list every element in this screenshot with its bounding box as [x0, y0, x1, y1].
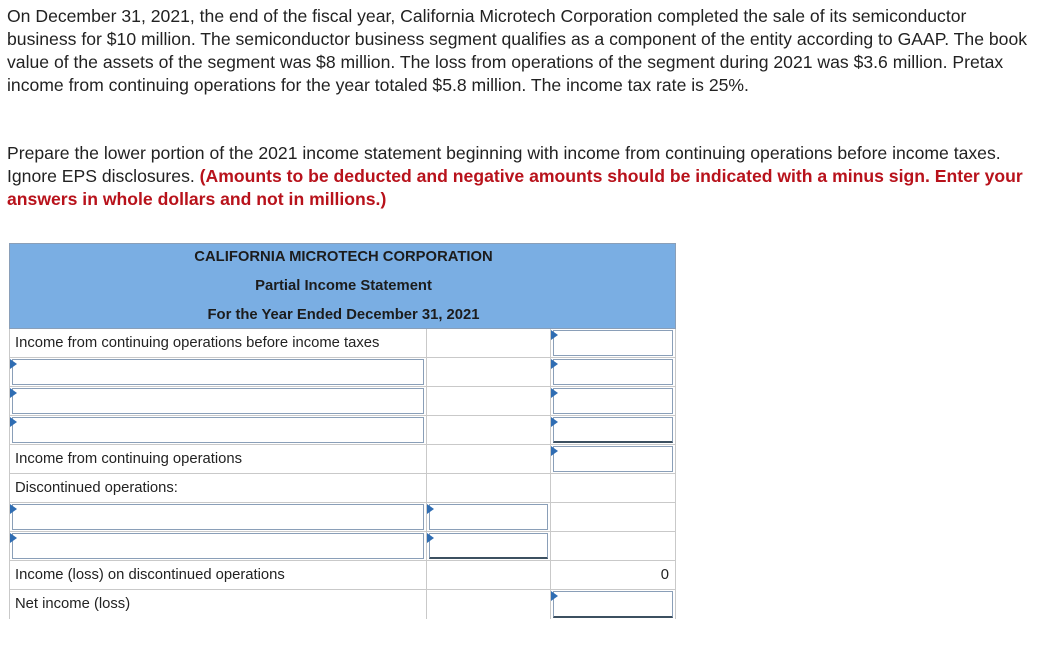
label-cell [9, 561, 427, 590]
statement-title: Partial Income Statement [255, 278, 432, 294]
table-row [9, 532, 676, 561]
amount-input[interactable] [553, 388, 673, 414]
account-select[interactable] [12, 504, 424, 530]
dropdown-marker-icon [10, 504, 17, 514]
table-row [9, 445, 676, 474]
dropdown-marker-icon [551, 359, 558, 369]
empty-cell [551, 474, 676, 503]
empty-cell [427, 590, 551, 619]
empty-cell [427, 561, 551, 590]
amount-cell [551, 329, 676, 358]
table-row [9, 474, 676, 503]
problem-paragraph-1: On December 31, 2021, the end of the fiscal year, California Microtech Corporation completed the sale of its semiconductor business for $10 million. The semiconductor business segment qualifies as a component of the entity according to GAAP. The book value of the assets of the segment was $8 million. The loss from operations of the segment during 2021 was $3.6 million. Pretax income from continuing operations for the year totaled $5.8 million. The income tax rate is 25%. [7, 6, 1028, 95]
amount-input[interactable] [553, 330, 673, 356]
row-label: Discontinued operations: [15, 480, 178, 496]
dropdown-marker-icon [551, 330, 558, 340]
statement-header [9, 243, 676, 329]
account-select[interactable] [12, 359, 424, 385]
amount-cell [551, 416, 676, 445]
amount-input[interactable] [553, 417, 673, 443]
amount-input[interactable] [553, 359, 673, 385]
amount-cell [551, 561, 676, 590]
row-label: Income (loss) on discontinued operations [15, 567, 285, 583]
label-cell [9, 474, 427, 503]
empty-cell [551, 503, 676, 532]
dropdown-marker-icon [427, 504, 434, 514]
instructions-emphasis: (Amounts to be deducted and negative amounts should be indicated with a minus sign. Enter your answers in whole dollars and not in millions.) [7, 166, 1023, 209]
dropdown-marker-icon [10, 359, 17, 369]
amount-cell [427, 532, 551, 561]
table-row [9, 590, 676, 619]
table-row [9, 503, 676, 532]
amount-input[interactable] [429, 533, 548, 559]
amount-input[interactable] [553, 591, 673, 618]
dropdown-marker-icon [10, 417, 17, 427]
problem-paragraph-2 [7, 142, 1032, 211]
account-select[interactable] [12, 417, 424, 443]
amount-input[interactable] [553, 446, 673, 472]
dropdown-marker-icon [551, 417, 558, 427]
dropdown-marker-icon [551, 388, 558, 398]
amount-cell [551, 445, 676, 474]
empty-cell [427, 329, 551, 358]
label-cell [9, 329, 427, 358]
label-cell [9, 387, 427, 416]
label-cell [9, 590, 427, 619]
empty-cell [427, 474, 551, 503]
account-select[interactable] [12, 533, 424, 559]
empty-cell [427, 445, 551, 474]
dropdown-marker-icon [10, 533, 17, 543]
dropdown-marker-icon [551, 591, 558, 601]
table-row [9, 416, 676, 445]
company-name: CALIFORNIA MICROTECH CORPORATION [194, 249, 493, 265]
empty-cell [427, 416, 551, 445]
table-row [9, 358, 676, 387]
table-row [9, 387, 676, 416]
computed-value: 0 [660, 567, 669, 583]
row-label: Income from continuing operations before income taxes [15, 335, 380, 351]
dropdown-marker-icon [10, 388, 17, 398]
table-row [9, 329, 676, 358]
account-select[interactable] [12, 388, 424, 414]
amount-cell [551, 590, 676, 619]
label-cell [9, 416, 427, 445]
dropdown-marker-icon [551, 446, 558, 456]
label-cell [9, 532, 427, 561]
label-cell [9, 503, 427, 532]
label-cell [9, 358, 427, 387]
empty-cell [427, 387, 551, 416]
row-label: Income from continuing operations [15, 451, 243, 467]
label-cell [9, 445, 427, 474]
amount-cell [551, 387, 676, 416]
dropdown-marker-icon [427, 533, 434, 543]
partial-income-statement [9, 243, 676, 617]
row-label: Net income (loss) [15, 596, 131, 612]
empty-cell [427, 358, 551, 387]
amount-cell [427, 503, 551, 532]
instructions-text: Prepare the lower portion of the 2021 income statement beginning with income from continuing operations before income taxes. Ignore EPS disclosures. [7, 143, 1001, 186]
empty-cell [551, 532, 676, 561]
statement-period: For the Year Ended December 31, 2021 [207, 307, 480, 323]
amount-cell [551, 358, 676, 387]
amount-input[interactable] [429, 504, 548, 530]
table-row [9, 561, 676, 590]
